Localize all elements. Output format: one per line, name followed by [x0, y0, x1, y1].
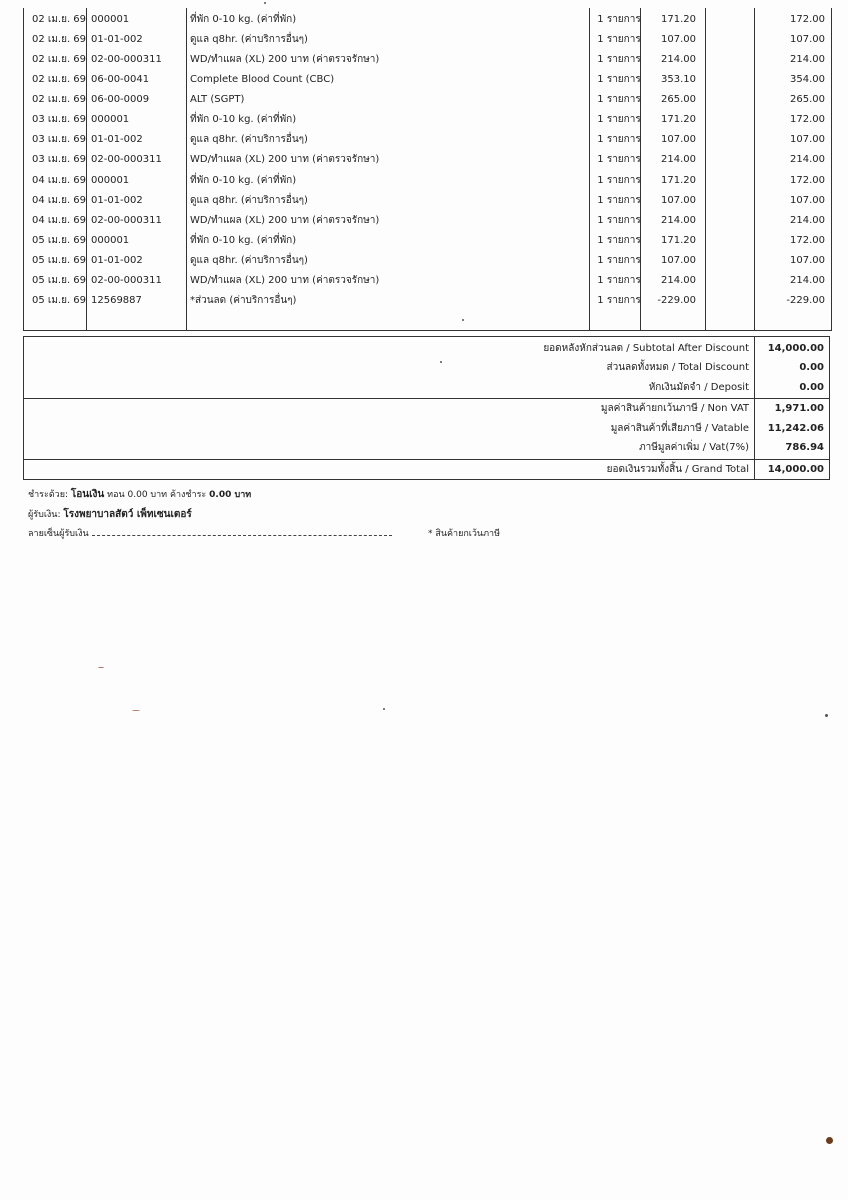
item-quantity: 1 รายการ [597, 235, 641, 246]
item-date: 02 เม.ย. 69 [32, 14, 87, 25]
item-date: 04 เม.ย. 69 [32, 195, 87, 206]
tax-exempt-note: * สินค้ายกเว้นภาษี [428, 529, 501, 539]
scan-speck [383, 708, 385, 710]
subtotal-row [24, 339, 829, 359]
item-unit-price: 265.00 [661, 94, 696, 105]
scan-speck [440, 361, 442, 363]
receiver-line [28, 507, 192, 522]
table-row [24, 251, 831, 271]
outstanding-value: 0.00 บาท [209, 490, 252, 500]
item-description: WD/ทำแผล (XL) 200 บาท (ค่าตรวจรักษา) [190, 275, 380, 286]
deposit-label: หักเงินมัดจำ / Deposit [648, 382, 749, 393]
item-date: 05 เม.ย. 69 [32, 275, 87, 286]
item-code: 02-00-000311 [91, 54, 162, 65]
item-quantity: 1 รายการ [597, 175, 641, 186]
item-date: 05 เม.ย. 69 [32, 295, 87, 306]
item-description: *ส่วนลด (ค่าบริการอื่นๆ) [190, 295, 297, 306]
item-quantity: 1 รายการ [597, 255, 641, 266]
table-row [24, 110, 831, 130]
item-unit-price: 107.00 [661, 255, 696, 266]
item-unit-price: 171.20 [661, 114, 696, 125]
item-unit-price: 214.00 [661, 215, 696, 226]
deposit-row [24, 378, 829, 398]
change-text: ทอน 0.00 บาท ค้างชำระ [107, 490, 207, 500]
item-code: 01-01-002 [91, 34, 143, 45]
item-date: 03 เม.ย. 69 [32, 154, 87, 165]
item-code: 02-00-000311 [91, 215, 162, 226]
item-unit-price: 214.00 [661, 154, 696, 165]
item-description: ดูแล q8hr. (ค่าบริการอื่นๆ) [190, 195, 308, 206]
vat-row [24, 438, 829, 458]
signature-label: ลายเซ็นผู้รับเงิน [28, 529, 89, 539]
discount-label: ส่วนลดทั้งหมด / Total Discount [606, 362, 749, 373]
grand-total-value: 14,000.00 [767, 464, 824, 475]
item-description: ดูแล q8hr. (ค่าบริการอื่นๆ) [190, 255, 308, 266]
item-total: 172.00 [790, 14, 825, 25]
item-unit-price: 107.00 [661, 134, 696, 145]
item-description: ดูแล q8hr. (ค่าบริการอื่นๆ) [190, 34, 308, 45]
item-total: -229.00 [786, 295, 825, 306]
deposit-value: 0.00 [799, 382, 824, 393]
item-description: ALT (SGPT) [190, 94, 245, 105]
item-date: 03 เม.ย. 69 [32, 134, 87, 145]
item-total: 354.00 [790, 74, 825, 85]
subtotal-value: 14,000.00 [767, 343, 824, 354]
scan-speck [132, 710, 140, 711]
scan-speck [98, 667, 104, 668]
item-code: 12569887 [91, 295, 142, 306]
item-total: 107.00 [790, 255, 825, 266]
discount-value: 0.00 [799, 362, 824, 373]
item-quantity: 1 รายการ [597, 114, 641, 125]
item-description: ดูแล q8hr. (ค่าบริการอื่นๆ) [190, 134, 308, 145]
item-description: Complete Blood Count (CBC) [190, 74, 335, 85]
item-unit-price: 107.00 [661, 34, 696, 45]
table-row [24, 130, 831, 150]
item-unit-price: 171.20 [661, 235, 696, 246]
item-total: 107.00 [790, 134, 825, 145]
item-quantity: 1 รายการ [597, 195, 641, 206]
item-date: 02 เม.ย. 69 [32, 94, 87, 105]
item-date: 05 เม.ย. 69 [32, 235, 87, 246]
item-quantity: 1 รายการ [597, 54, 641, 65]
item-total: 107.00 [790, 34, 825, 45]
table-row [24, 231, 831, 251]
item-total: 214.00 [790, 275, 825, 286]
item-description: ที่พัก 0-10 kg. (ค่าที่พัก) [190, 14, 297, 25]
table-row [24, 50, 831, 70]
item-unit-price: 171.20 [661, 175, 696, 186]
item-date: 04 เม.ย. 69 [32, 215, 87, 226]
item-code: 01-01-002 [91, 195, 143, 206]
item-description: WD/ทำแผล (XL) 200 บาท (ค่าตรวจรักษา) [190, 54, 380, 65]
item-total: 214.00 [790, 154, 825, 165]
item-code: 000001 [91, 175, 130, 186]
item-unit-price: -229.00 [657, 295, 696, 306]
scan-speck [462, 319, 464, 321]
table-row [24, 211, 831, 231]
item-total: 172.00 [790, 114, 825, 125]
item-date: 05 เม.ย. 69 [32, 255, 87, 266]
item-quantity: 1 รายการ [597, 94, 641, 105]
item-unit-price: 214.00 [661, 54, 696, 65]
receiver-label: ผู้รับเงิน: [28, 510, 61, 520]
items-table [23, 8, 832, 331]
receiver-value: โรงพยาบาลสัตว์ เพ็ทเซนเตอร์ [63, 509, 192, 520]
item-description: WD/ทำแผล (XL) 200 บาท (ค่าตรวจรักษา) [190, 154, 380, 165]
table-row [24, 70, 831, 90]
paid-by-value: โอนเงิน [70, 489, 105, 500]
item-code: 000001 [91, 14, 130, 25]
item-quantity: 1 รายการ [597, 154, 641, 165]
item-total: 172.00 [790, 235, 825, 246]
item-code: 06-00-0041 [91, 74, 150, 85]
item-quantity: 1 รายการ [597, 295, 641, 306]
item-code: 02-00-000311 [91, 275, 162, 286]
item-total: 107.00 [790, 195, 825, 206]
item-date: 02 เม.ย. 69 [32, 74, 87, 85]
item-quantity: 1 รายการ [597, 34, 641, 45]
scan-speck [825, 714, 828, 717]
item-code: 000001 [91, 235, 130, 246]
table-row [24, 10, 831, 30]
grand-total-row [24, 460, 829, 480]
vatable-row [24, 419, 829, 439]
table-row [24, 90, 831, 110]
item-date: 02 เม.ย. 69 [32, 54, 87, 65]
signature-blank [92, 527, 392, 536]
item-code: 06-00-0009 [91, 94, 150, 105]
item-unit-price: 107.00 [661, 195, 696, 206]
item-description: ที่พัก 0-10 kg. (ค่าที่พัก) [190, 235, 297, 246]
scan-speck [264, 2, 266, 4]
grand-total-label: ยอดเงินรวมทั้งสิ้น / Grand Total [606, 464, 749, 475]
table-row [24, 291, 831, 311]
item-code: 02-00-000311 [91, 154, 162, 165]
item-quantity: 1 รายการ [597, 134, 641, 145]
table-row [24, 30, 831, 50]
item-code: 01-01-002 [91, 134, 143, 145]
vatable-label: มูลค่าสินค้าที่เสียภาษี / Vatable [610, 423, 749, 434]
table-row [24, 191, 831, 211]
summary-box [23, 336, 830, 480]
item-quantity: 1 รายการ [597, 275, 641, 286]
item-description: WD/ทำแผล (XL) 200 บาท (ค่าตรวจรักษา) [190, 215, 380, 226]
item-quantity: 1 รายการ [597, 14, 641, 25]
table-row [24, 271, 831, 291]
vat-value: 786.94 [785, 442, 824, 453]
item-description: ที่พัก 0-10 kg. (ค่าที่พัก) [190, 114, 297, 125]
payment-line [28, 487, 251, 502]
item-total: 214.00 [790, 54, 825, 65]
table-row [24, 171, 831, 191]
item-total: 265.00 [790, 94, 825, 105]
item-code: 01-01-002 [91, 255, 143, 266]
item-quantity: 1 รายการ [597, 215, 641, 226]
item-quantity: 1 รายการ [597, 74, 641, 85]
paid-by-label: ชำระด้วย: [28, 490, 69, 500]
nonvat-row [24, 399, 829, 419]
item-total: 172.00 [790, 175, 825, 186]
item-description: ที่พัก 0-10 kg. (ค่าที่พัก) [190, 175, 297, 186]
item-code: 000001 [91, 114, 130, 125]
signature-line [28, 526, 392, 540]
vat-label: ภาษีมูลค่าเพิ่ม / Vat(7%) [639, 442, 749, 453]
item-date: 02 เม.ย. 69 [32, 34, 87, 45]
nonvat-label: มูลค่าสินค้ายกเว้นภาษี / Non VAT [600, 403, 749, 414]
vatable-value: 11,242.06 [767, 423, 824, 434]
discount-row [24, 358, 829, 378]
table-row [24, 150, 831, 170]
item-unit-price: 214.00 [661, 275, 696, 286]
item-unit-price: 171.20 [661, 14, 696, 25]
item-date: 04 เม.ย. 69 [32, 175, 87, 186]
scan-speck [826, 1137, 833, 1144]
item-date: 03 เม.ย. 69 [32, 114, 87, 125]
item-total: 214.00 [790, 215, 825, 226]
nonvat-value: 1,971.00 [774, 403, 824, 414]
item-unit-price: 353.10 [661, 74, 696, 85]
subtotal-label: ยอดหลังหักส่วนลด / Subtotal After Discount [543, 343, 749, 354]
